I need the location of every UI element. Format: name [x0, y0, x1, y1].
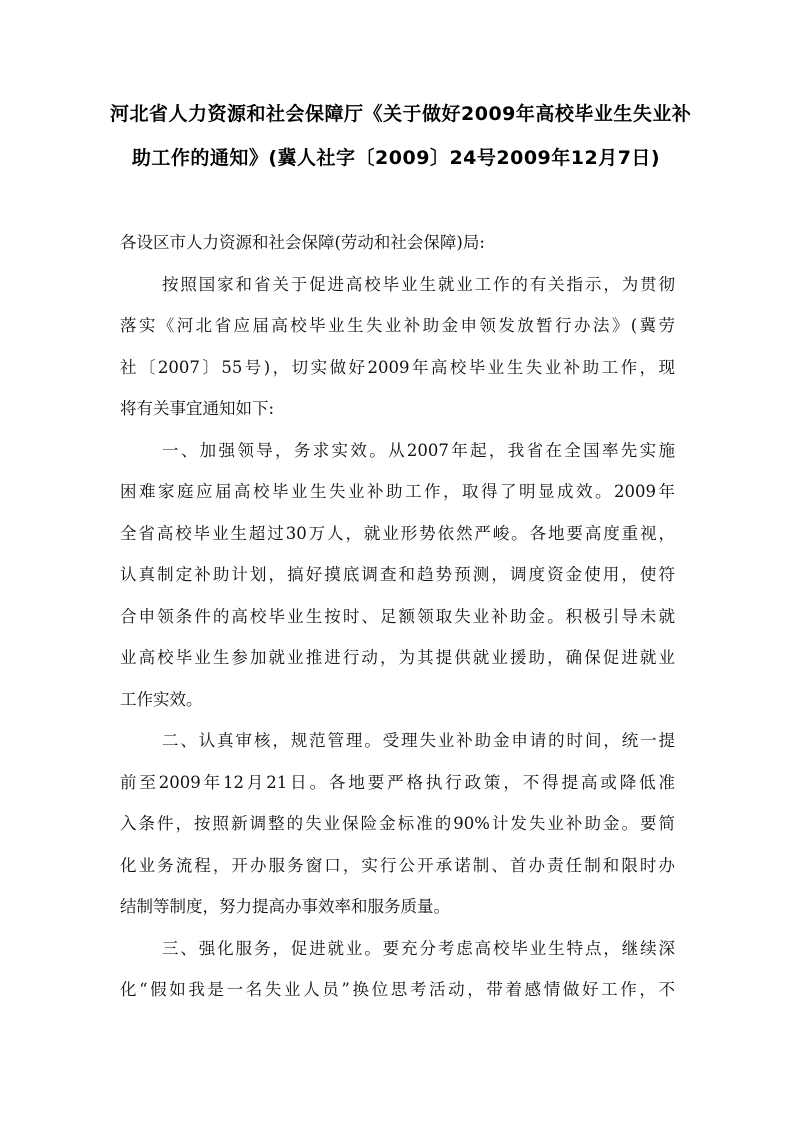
paragraph-line: 全省高校毕业生超过30万人，就业形势依然严峻。各地要高度重视， [120, 523, 675, 543]
paragraph-line: 二、认真审核，规范管理。受理失业补助金申请的时间，统一提 [162, 731, 675, 750]
paragraph-line: 合申领条件的高校毕业生按时、足额领取失业补助金。积极引导未就 [120, 606, 675, 626]
title-line-1: 河北省人力资源和社会保障厅《关于做好2009年高校毕业生失业补 [110, 103, 692, 125]
paragraph-line: 困难家庭应届高校毕业生失业补助工作，取得了明显成效。2009年 [120, 482, 675, 501]
paragraph-line: 认真制定补助计划，搞好摸底调查和趋势预测，调度资金使用，使符 [120, 565, 675, 584]
paragraph-section-1 [120, 430, 675, 721]
paragraph-line: 将有关事宜通知如下: [120, 399, 275, 418]
document-body [120, 222, 675, 1011]
paragraph-line: 化“假如我是一名失业人员”换位思考活动，带着感情做好工作，不 [120, 980, 675, 999]
paragraph-line: 按照国家和省关于促进高校毕业生就业工作的有关指示，为贯彻 [162, 274, 675, 294]
paragraph-line: 业高校毕业生参加就业推进行动，为其提供就业援助，确保促进就业 [120, 648, 675, 667]
paragraph-section-3 [120, 928, 675, 1011]
paragraph-line: 工作实效。 [120, 689, 203, 709]
paragraph-line: 落实《河北省应届高校毕业生失业补助金申领发放暂行办法》(冀劳 [120, 316, 675, 335]
title-line-2: 助工作的通知》(冀人社字〔2009〕24号2009年12月7日) [131, 147, 661, 169]
paragraph-line: 化业务流程，开办服务窗口，实行公开承诺制、首办责任制和限时办 [120, 855, 675, 875]
paragraph-line: 前至2009年12月21日。各地要严格执行政策，不得提高或降低准 [120, 772, 675, 792]
paragraph-line: 入条件，按照新调整的失业保险金标准的90%计发失业补助金。要简 [120, 814, 675, 833]
paragraph-line: 一、加强领导，务求实效。从2007年起，我省在全国率先实施 [162, 440, 675, 460]
paragraph-line: 社〔2007〕55号)，切实做好2009年高校毕业生失业补助工作，现 [120, 357, 675, 377]
paragraph-intro [120, 264, 675, 430]
document-title [110, 92, 692, 180]
paragraph-line: 结制等制度，努力提高办事效率和服务质量。 [120, 897, 450, 916]
paragraph-section-2 [120, 720, 675, 928]
salutation: 各设区市人力资源和社会保障(劳动和社会保障)局: [120, 233, 485, 252]
paragraph-line: 三、强化服务，促进就业。要充分考虑高校毕业生特点，继续深 [162, 938, 675, 958]
